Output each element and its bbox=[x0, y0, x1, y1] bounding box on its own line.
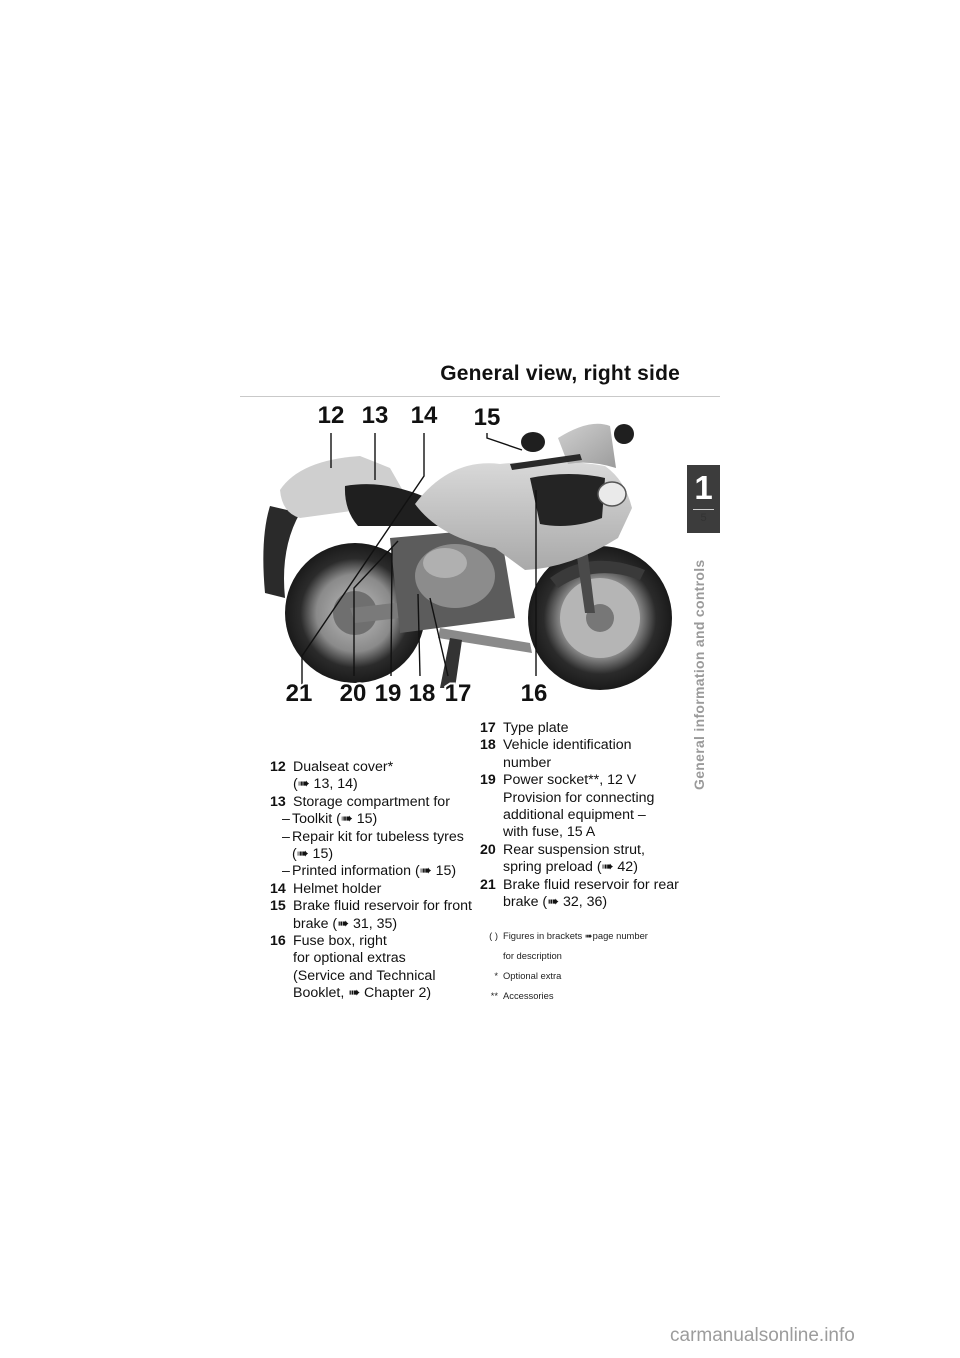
legend-page-ref: brake (➠ 31, 35) bbox=[293, 915, 398, 932]
legend-text: Vehicle identification bbox=[503, 737, 632, 754]
callout-15: 15 bbox=[473, 404, 501, 431]
motorcycle-figure bbox=[240, 398, 720, 716]
footnote-accessories: ** Accessories bbox=[483, 990, 693, 1002]
legend-text: Power socket**, 12 V bbox=[503, 772, 637, 789]
callout-14: 14 bbox=[410, 402, 438, 429]
legend-entry-21 bbox=[480, 877, 680, 912]
chapter-tab-divider bbox=[693, 509, 714, 510]
callout-12: 12 bbox=[317, 402, 345, 429]
legend-entry-12 bbox=[270, 759, 475, 794]
legend-number: 14 bbox=[270, 880, 286, 897]
watermark: carmanualsonline.info bbox=[670, 1325, 855, 1346]
legend-number: 21 bbox=[480, 876, 496, 893]
legend-number: 16 bbox=[270, 933, 286, 950]
legend-entry-19: 19 Power socket**, 12 V Provision for connecting additional equipment – with fuse, 15 A bbox=[480, 772, 680, 842]
legend-text: Rear suspension strut, bbox=[503, 841, 645, 858]
page-title: General view, right side bbox=[440, 362, 680, 385]
legend-number: 12 bbox=[270, 759, 286, 775]
dash-bullet: – bbox=[282, 828, 290, 845]
dash-bullet: – bbox=[282, 863, 290, 880]
legend-entry-18: 18 Vehicle identification number bbox=[480, 737, 680, 772]
legend-number: 17 bbox=[480, 720, 496, 736]
legend-text: Type plate bbox=[503, 720, 569, 736]
legend-entry-13 bbox=[270, 794, 475, 811]
legend-subitem-repair-kit: – Repair kit for tubeless tyres (➠ 15) bbox=[282, 828, 464, 863]
callout-20: 20 bbox=[339, 680, 367, 707]
legend-text: Brake fluid reservoir for front bbox=[293, 898, 472, 915]
dash-bullet: – bbox=[282, 811, 290, 828]
legend-number: 18 bbox=[480, 737, 496, 754]
chapter-number: 1 bbox=[694, 469, 713, 506]
footnote-symbol: * bbox=[494, 970, 498, 981]
footnote-symbol: ( ) bbox=[489, 930, 498, 941]
legend-number: 13 bbox=[270, 793, 286, 810]
legend-text: Brake fluid reservoir for rear bbox=[503, 876, 679, 893]
callout-13: 13 bbox=[361, 402, 389, 429]
legend-text: Storage compartment for bbox=[293, 793, 450, 810]
callout-19: 19 bbox=[374, 680, 402, 707]
title-divider bbox=[240, 396, 720, 397]
legend-entry-16: 16 Fuse box, right for optional extras (Service and Technical Booklet, ➠ Chapter 2) bbox=[270, 933, 475, 1003]
page-number: 5 bbox=[700, 512, 707, 524]
callout-18: 18 bbox=[408, 680, 436, 707]
footnote-optional: * Optional extra bbox=[483, 970, 693, 982]
callout-21: 21 bbox=[285, 680, 313, 707]
legend-text: Fuse box, right bbox=[293, 933, 387, 950]
legend-number: 15 bbox=[270, 898, 286, 915]
callout-16: 16 bbox=[520, 680, 548, 707]
legend-entry-17 bbox=[480, 720, 680, 737]
legend-subitem-toolkit: – Toolkit (➠ 15) bbox=[282, 811, 378, 828]
chapter-side-title: General information and controls bbox=[691, 559, 707, 790]
legend-entry-15 bbox=[270, 898, 475, 933]
motorcycle-illustration bbox=[240, 398, 720, 716]
footnote-brackets: ( ) Figures in brackets ➠page number for description bbox=[483, 930, 693, 962]
legend-subitem-printed-info: – Printed information (➠ 15) bbox=[282, 863, 457, 880]
footnotes bbox=[483, 930, 693, 1010]
footnote-symbol: ** bbox=[490, 990, 498, 1001]
legend-page-ref: spring preload (➠ 42) bbox=[503, 859, 638, 876]
legend-page-ref: (➠ 13, 14) bbox=[293, 776, 358, 793]
legend-left-column bbox=[270, 759, 475, 1003]
legend-right-column bbox=[480, 720, 680, 911]
legend-page-ref: brake (➠ 32, 36) bbox=[503, 894, 608, 911]
legend-text: Dualseat cover* bbox=[293, 759, 394, 775]
callout-17: 17 bbox=[444, 680, 472, 707]
legend-entry-14 bbox=[270, 881, 475, 898]
legend-number: 20 bbox=[480, 841, 496, 858]
legend-entry-20 bbox=[480, 842, 680, 877]
legend-text: Helmet holder bbox=[293, 880, 382, 897]
legend-number: 19 bbox=[480, 772, 496, 789]
